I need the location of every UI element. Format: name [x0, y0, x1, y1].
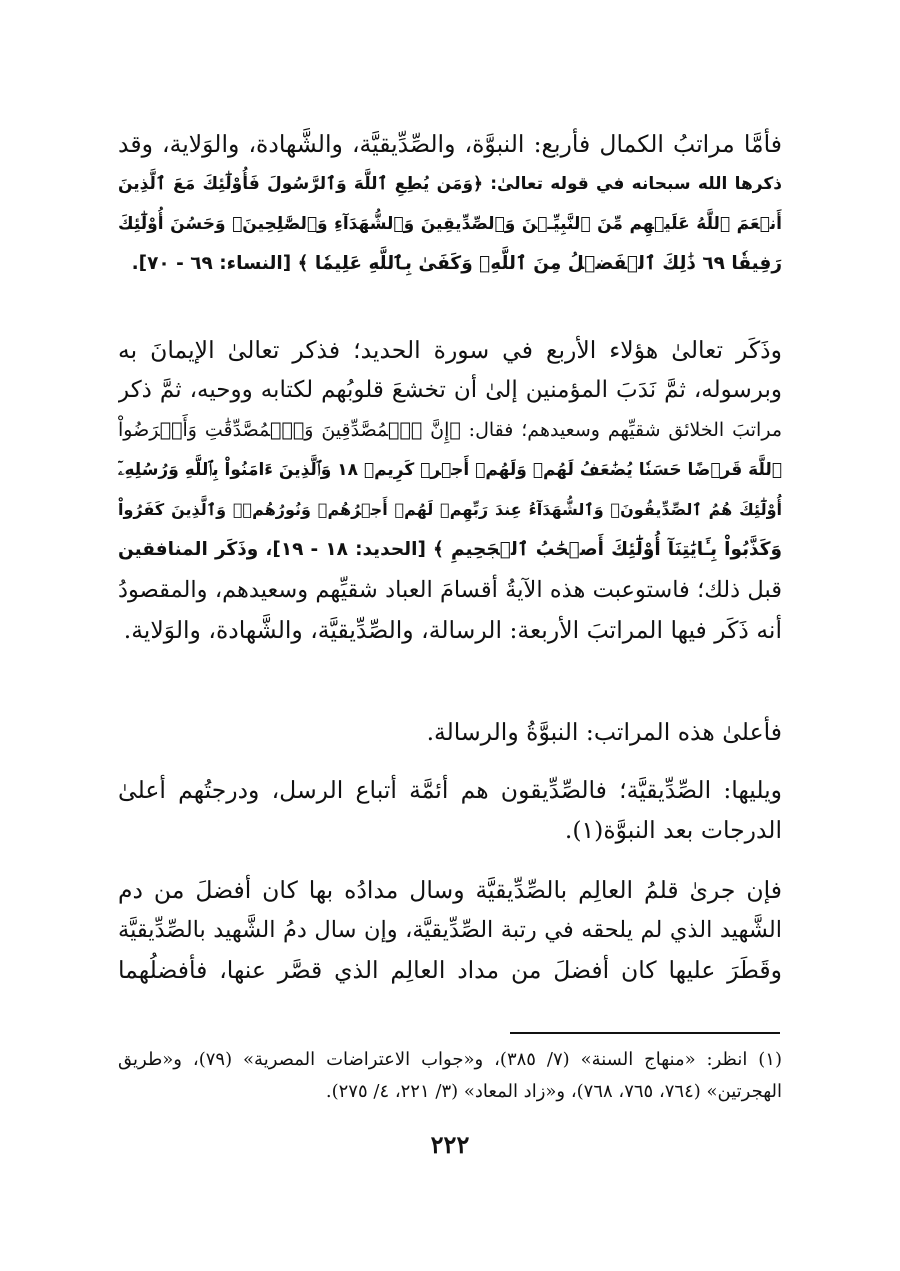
text-line: وبرسوله، ثمَّ نَدَبَ المؤمنين إلىٰ أن تخشعَ قلوبُهم لكتابه ووحيه، ثمَّ ذكر [118, 377, 782, 403]
text-line: وذَكَر تعالىٰ هؤلاء الأربع في سورة الحديد؛ فذكر تعالىٰ الإيمانَ به [118, 336, 782, 364]
quran-verse-line: ٱللَّهَ قَرۡضًا حَسَنٗا يُضَٰعَفُ لَهُمۡ وَلَهُمۡ أَجۡرٞ كَرِيمٞ ١٨ وَٱلَّذِينَ ءَامَنُواْ بِٱللَّهِ وَرُسُلِهِۦٓ [118, 460, 782, 480]
text-line: فإن جرىٰ قلمُ العالِم بالصِّدِّيقيَّة وسال مدادُه بها كان أفضلَ من دم [118, 876, 782, 904]
text-line: أنه ذَكَر فيها المراتبَ الأربعة: الرسالة، والصِّدِّيقيَّة، والشَّهادة، والوَلاية. [123, 616, 782, 644]
footnote-divider [510, 1032, 780, 1034]
text-line: الدرجات بعد النبوَّة(١). [564, 816, 782, 844]
text-line: فأمَّا مراتبُ الكمال فأربع: النبوَّة، والصِّدِّيقيَّة، والشَّهادة، والوَلاية، وقد [118, 130, 782, 158]
text-line: مراتبَ الخلائق شقيِّهم وسعيدهم؛ فقال: ﴿إِنَّ ٱلۡمُصَّدِّقِينَ وَٱلۡمُصَّدِّقَٰتِ وَأَقۡرَضُواْ [118, 419, 782, 441]
paragraph-scholar-and-martyr [118, 870, 782, 990]
quran-verse-line: ذكرها الله سبحانه في قوله تعالىٰ: ﴿وَمَن يُطِعِ ٱللَّهَ وَٱلرَّسُولَ فَأُوْلَٰٓئِكَ مَعَ ٱلَّذِينَ [118, 174, 782, 194]
page-number: ٢٢٢ [430, 1130, 470, 1159]
quran-verse-line: وَكَذَّبُواْ بِـَٔايَٰتِنَآ أُوْلَٰٓئِكَ أَصۡحَٰبُ ٱلۡجَحِيمِ ﴾ [الحديد: ١٨ - ١٩]، وذَكَر المنافقين [118, 539, 782, 560]
paragraph-siddiqiyya [118, 770, 782, 850]
quran-verse-line: أُوْلَٰٓئِكَ هُمُ ٱلصِّدِّيقُونَۖ وَٱلشُّهَدَآءُ عِندَ رَبِّهِمۡ لَهُمۡ أَجۡرُهُمۡ وَنُورُهُمۡۖ وَٱلَّذِينَ كَفَرُواْ [118, 500, 782, 519]
text-line: قبل ذلك؛ فاستوعبت هذه الآيةُ أقسامَ العباد شقيِّهم وسعيدهم، والمقصودُ [118, 577, 782, 603]
text-line: الشَّهيد الذي لم يلحقه في رتبة الصِّدِّيقيَّة، وإن سال دمُ الشَّهيد بالصِّدِّيقيَّة [118, 917, 782, 943]
footnote [118, 1044, 782, 1108]
text-line: وقَطَرَ عليها كان أفضلَ من مداد العالِم الذي قصَّر عنها، فأفضلُهما [118, 956, 782, 984]
quran-verse-line: أَنۡعَمَ ٱللَّهُ عَلَيۡهِم مِّنَ ٱلنَّبِيِّـۧنَ وَٱلصِّدِّيقِينَ وَٱلشُّهَدَآءِ وَٱلصَّٰلِحِينَۚ وَحَسُنَ أُوْلَٰٓئِكَ [118, 214, 782, 234]
text-line: فأعلىٰ هذه المراتب: النبوَّةُ والرسالة. [426, 718, 782, 746]
paragraph-highest-rank [118, 712, 782, 752]
text-line: ويليها: الصِّدِّيقيَّة؛ فالصِّدِّيقون هم أئمَّة أتباع الرسل، ودرجتُهم أعلىٰ [118, 776, 782, 804]
paragraph-surat-al-hadid [118, 330, 782, 650]
footnote-line: (١) انظر: «منهاج السنة» (٧/ ٣٨٥)، و«جواب الاعتراضات المصرية» (٧٩)، و«طريق [118, 1049, 782, 1070]
footnote-line: الهجرتين» (٧٦٤، ٧٦٥، ٧٦٨)، و«زاد المعاد» (٣/ ٢٢١، ٤/ ٢٧٥). [325, 1081, 782, 1102]
quran-verse-line: رَفِيقٗا ٦٩ ذَٰلِكَ ٱلۡفَضۡلُ مِنَ ٱللَّهِۚ وَكَفَىٰ بِٱللَّهِ عَلِيمٗا ﴾ [النساء: ٦٩ - ٧٠]. [131, 253, 782, 274]
paragraph-ranks-of-perfection [118, 124, 782, 284]
